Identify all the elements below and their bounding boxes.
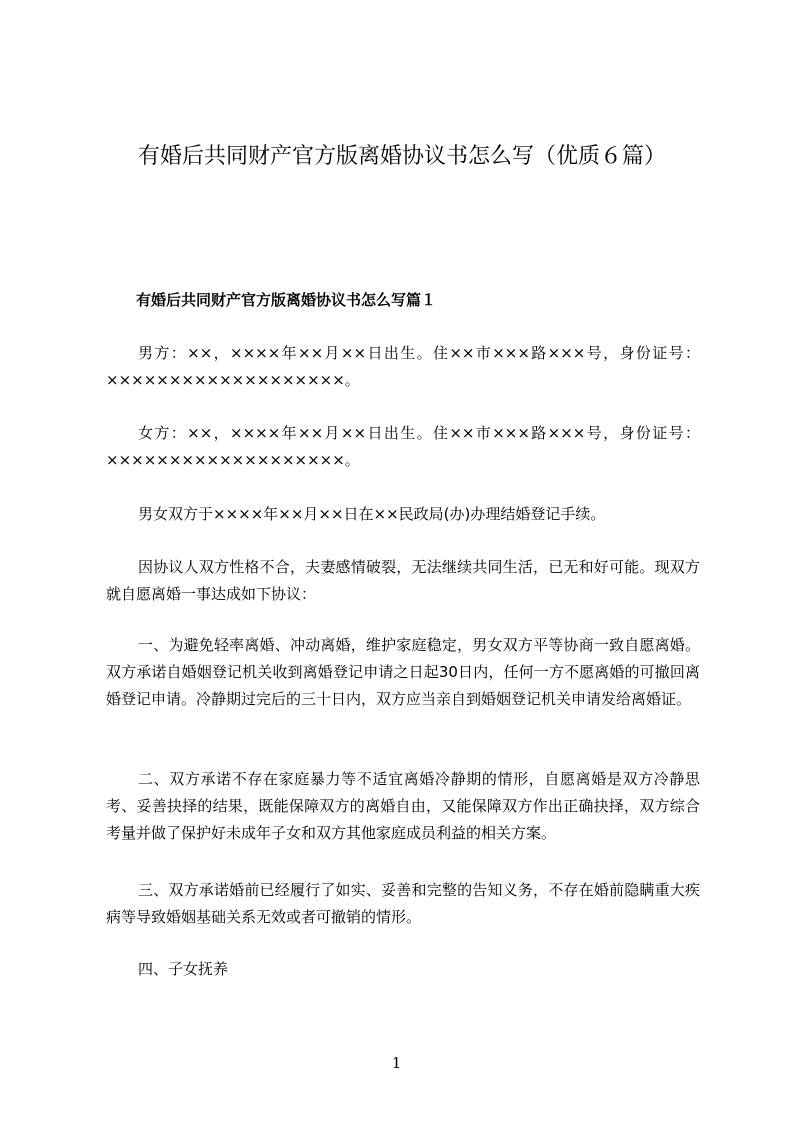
- paragraph-male-party: 男方：××，××××年××月××日出生。住××市×××路×××号，身份证号：×××××××××××××××××××。: [106, 344, 700, 389]
- section-title: 有婚后共同财产官方版离婚协议书怎么写篇１: [136, 291, 437, 309]
- paragraph-clause-two: 二、双方承诺不存在家庭暴力等不适宜离婚冷静期的情形，自愿离婚是双方冷静思考、妥善抉择的结果，既能保障双方的离婚自由，又能保障双方作出正确抉择，双方综合考量并做了保护好未成年子女和双方其他家庭成员利益的相关方案。: [106, 770, 700, 842]
- paragraph-clause-three: 三、双方承诺婚前已经履行了如实、妥善和完整的告知义务，不存在婚前隐瞒重大疾病等导致婚姻基础关系无效或者可撤销的情形。: [106, 881, 700, 926]
- page-number: 1: [391, 1054, 402, 1072]
- paragraph-divorce-reason: 因协议人双方性格不合，夫妻感情破裂，无法继续共同生活，已无和好可能。现双方就自愿离婚一事达成如下协议：: [106, 558, 700, 603]
- document-title: 有婚后共同财产官方版离婚协议书怎么写（优质６篇）: [137, 144, 666, 169]
- paragraph-female-party: 女方：××，××××年××月××日出生。住××市×××路×××号，身份证号：×××××××××××××××××××。: [106, 424, 700, 469]
- paragraph-marriage-registration: 男女双方于××××年××月××日在××民政局(办)办理结婚登记手续。: [138, 505, 606, 523]
- paragraph-clause-four-heading: 四、子女抚养: [138, 960, 229, 978]
- paragraph-clause-one: 一、为避免轻率离婚、冲动离婚，维护家庭稳定，男女双方平等协商一致自愿离婚。双方承诺自婚姻登记机关收到离婚登记申请之日起30日内，任何一方不愿离婚的可撤回离婚登记申请。冷静期过完后的三十日内，双方应当亲自到婚姻登记机关申请发给离婚证。: [106, 636, 700, 708]
